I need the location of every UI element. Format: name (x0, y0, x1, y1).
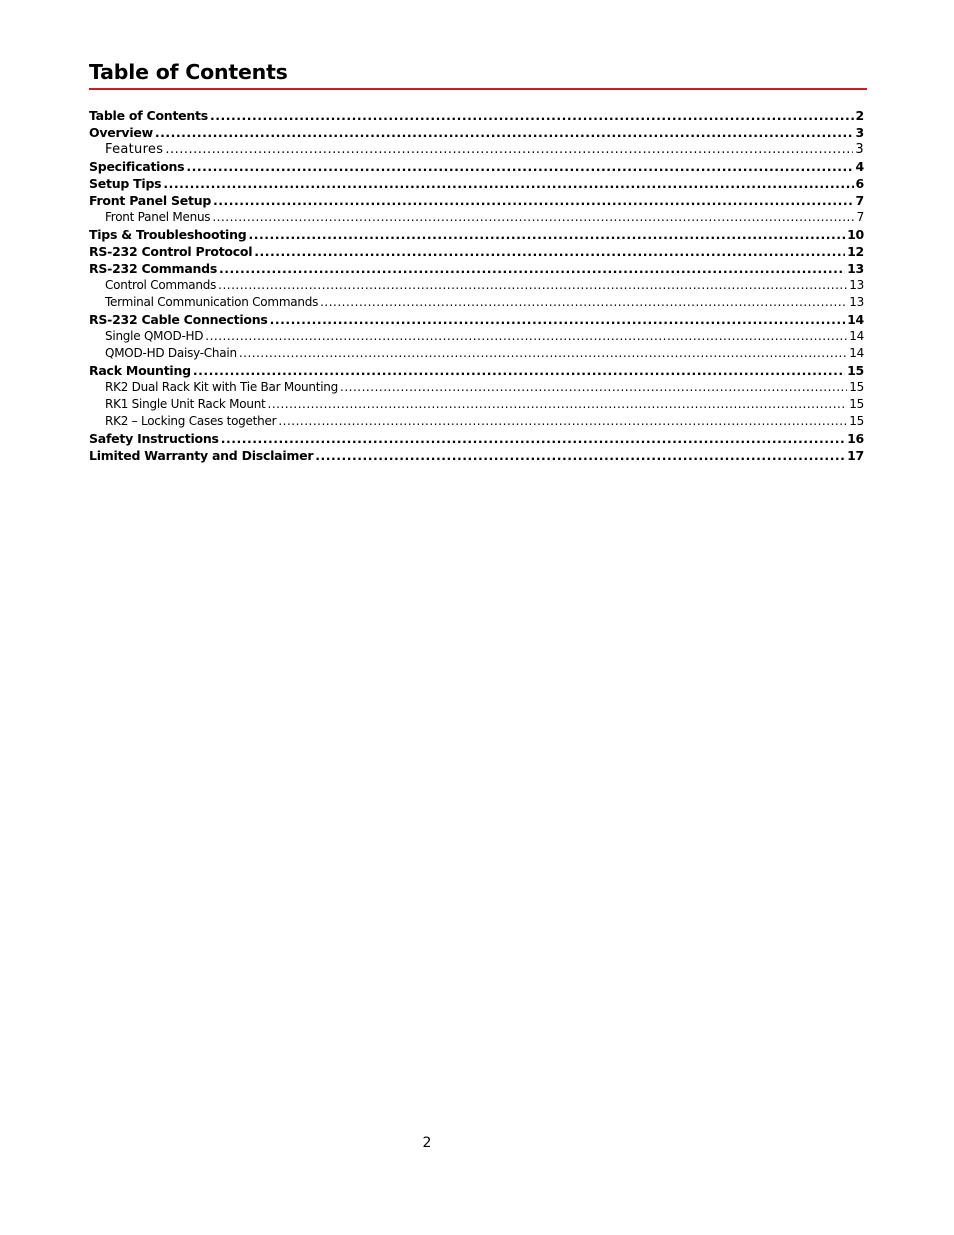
toc-entry-page: 7 (855, 193, 864, 208)
toc-entry-label: Setup Tips (89, 176, 162, 191)
toc-entry-page: 14 (849, 346, 864, 360)
toc-subentry[interactable] (89, 413, 864, 430)
toc-entry-page: 15 (849, 380, 864, 394)
dot-leader (165, 141, 853, 158)
dot-leader (254, 243, 845, 260)
toc-entry[interactable] (89, 158, 864, 175)
toc-entry[interactable] (89, 243, 864, 260)
dot-leader (210, 107, 854, 124)
toc-entry-page: 14 (847, 312, 864, 327)
dot-leader (193, 362, 845, 379)
toc-entry-label: QMOD-HD Daisy-Chain (105, 346, 237, 360)
page-title: Table of Contents (89, 60, 288, 84)
toc-entry-page: 15 (847, 363, 864, 378)
toc-entry-label: Front Panel Menus (105, 210, 211, 224)
toc-entry-label: Single QMOD-HD (105, 329, 204, 343)
toc-entry-label: Rack Mounting (89, 363, 191, 378)
dot-leader (270, 311, 846, 328)
toc-subentry[interactable] (89, 396, 864, 413)
toc-subentry[interactable] (89, 345, 864, 362)
dot-leader (205, 328, 847, 345)
toc-entry-label: RS-232 Cable Connections (89, 312, 268, 327)
toc-entry-page: 13 (849, 295, 864, 309)
toc-entry[interactable] (89, 175, 864, 192)
toc-subentry[interactable] (89, 379, 864, 396)
toc-entry[interactable] (89, 447, 864, 464)
toc-entry-page: 3 (855, 142, 864, 157)
dot-leader (218, 277, 847, 294)
toc-entry-label: RS-232 Control Protocol (89, 244, 253, 259)
dot-leader (163, 175, 853, 192)
dot-leader (340, 379, 847, 396)
toc-entry-page: 15 (849, 397, 864, 411)
toc-entry-label: Tips & Troubleshooting (89, 227, 247, 242)
toc-entry-page: 17 (847, 448, 864, 463)
toc-entry-page: 15 (849, 414, 864, 428)
toc-subentry[interactable] (89, 209, 864, 226)
dot-leader (278, 413, 847, 430)
toc-entry-label: Control Commands (105, 278, 217, 292)
dot-leader (248, 226, 845, 243)
title-divider (89, 88, 867, 90)
toc-entry-label: RS-232 Commands (89, 261, 218, 276)
dot-leader (221, 430, 845, 447)
toc-entry-page: 12 (847, 244, 864, 259)
toc-entry-label: Features (105, 142, 164, 157)
toc-entry[interactable] (89, 362, 864, 379)
dot-leader (320, 294, 847, 311)
toc-entry-label: Safety Instructions (89, 431, 219, 446)
toc-entry-page: 10 (847, 227, 864, 242)
toc-entry-label: Front Panel Setup (89, 193, 212, 208)
toc-entry-label: Limited Warranty and Disclaimer (89, 448, 314, 463)
toc-entry-page: 2 (855, 108, 864, 123)
toc-entry-page: 13 (849, 278, 864, 292)
toc-subentry[interactable] (89, 277, 864, 294)
toc-entry-label: Specifications (89, 159, 185, 174)
toc-subentry[interactable] (89, 328, 864, 345)
toc-entry[interactable] (89, 124, 864, 141)
dot-leader (155, 124, 854, 141)
toc-subentry[interactable] (89, 141, 864, 158)
toc-entry[interactable] (89, 107, 864, 124)
dot-leader (268, 396, 848, 413)
table-of-contents (89, 107, 864, 464)
toc-entry-page: 4 (855, 159, 864, 174)
toc-entry-label: RK2 – Locking Cases together (105, 414, 277, 428)
toc-entry-label: Terminal Communication Commands (105, 295, 319, 309)
dot-leader (239, 345, 847, 362)
toc-entry-page: 3 (855, 125, 864, 140)
toc-entry[interactable] (89, 311, 864, 328)
toc-entry-page: 16 (847, 431, 864, 446)
page-number: 2 (422, 1135, 432, 1151)
toc-entry-page: 7 (856, 210, 864, 224)
toc-entry-label: Overview (89, 125, 153, 140)
toc-entry-page: 13 (847, 261, 864, 276)
dot-leader (213, 192, 854, 209)
toc-entry-label: RK2 Dual Rack Kit with Tie Bar Mounting (105, 380, 339, 394)
dot-leader (315, 447, 845, 464)
toc-entry-page: 14 (849, 329, 864, 343)
toc-subentry[interactable] (89, 294, 864, 311)
toc-entry-label: Table of Contents (89, 108, 208, 123)
toc-entry-page: 6 (855, 176, 864, 191)
dot-leader (212, 209, 854, 226)
dot-leader (186, 158, 853, 175)
toc-entry[interactable] (89, 226, 864, 243)
toc-entry-label: RK1 Single Unit Rack Mount (105, 397, 266, 411)
toc-entry[interactable] (89, 192, 864, 209)
toc-entry[interactable] (89, 260, 864, 277)
toc-entry[interactable] (89, 430, 864, 447)
dot-leader (219, 260, 845, 277)
